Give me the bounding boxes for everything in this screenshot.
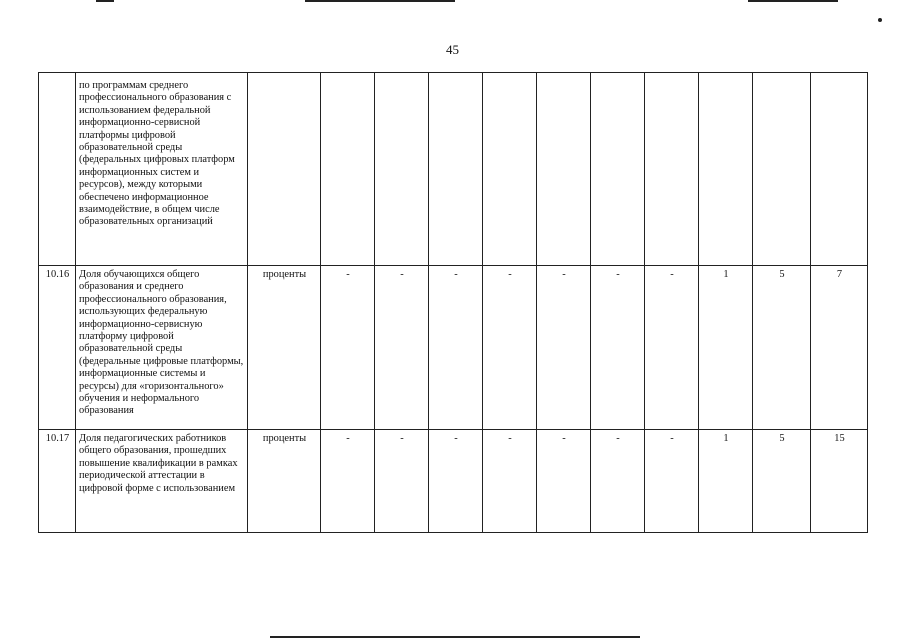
table-row	[39, 430, 868, 533]
value-cell	[645, 73, 699, 266]
value-cell: 15	[811, 430, 868, 533]
scan-artifact	[96, 0, 114, 2]
value-cell: -	[591, 430, 645, 533]
table-row	[39, 73, 868, 266]
value-cell	[753, 73, 811, 266]
value-cell	[321, 73, 375, 266]
page-number: 45	[446, 42, 459, 57]
scan-artifact	[270, 636, 640, 638]
value-cell: 5	[753, 266, 811, 430]
value-cell: 5	[753, 430, 811, 533]
row-number: 10.17	[39, 430, 76, 533]
value-cell: 1	[699, 430, 753, 533]
value-cell	[811, 73, 868, 266]
scan-artifact	[305, 0, 455, 2]
value-cell: -	[537, 430, 591, 533]
row-number: 10.16	[39, 266, 76, 430]
value-cell: -	[483, 430, 537, 533]
value-cell	[429, 73, 483, 266]
value-cell	[483, 73, 537, 266]
unit-cell	[248, 73, 321, 266]
indicators-table	[38, 72, 868, 533]
value-cell: -	[591, 266, 645, 430]
table-row	[39, 266, 868, 430]
scan-artifact	[748, 0, 838, 2]
value-cell	[699, 73, 753, 266]
unit-cell: проценты	[248, 430, 321, 533]
value-cell: -	[375, 430, 429, 533]
value-cell: -	[321, 266, 375, 430]
value-cell	[375, 73, 429, 266]
value-cell: 7	[811, 266, 868, 430]
indicator-name: по программам среднего профессионального образования с использованием федеральной информационно-сервисной платформы цифровой образовательной среды (федеральных цифровых платформ информационных систем и ресурсов), между которыми обеспечено информационное взаимодействие, в общем числе образовательных организаций	[76, 73, 248, 266]
indicator-name: Доля обучающихся общего образования и среднего профессионального образования, использующих федеральную информационно-сервисную платформу цифровой образовательной среды (федеральные цифровые платформы, информационные системы и ресурсы) для «горизонтального» обучения и неформального образования	[76, 266, 248, 430]
value-cell: -	[537, 266, 591, 430]
row-number	[39, 73, 76, 266]
value-cell: 1	[699, 266, 753, 430]
value-cell	[591, 73, 645, 266]
value-cell: -	[429, 266, 483, 430]
value-cell: -	[645, 266, 699, 430]
value-cell: -	[429, 430, 483, 533]
unit-cell: проценты	[248, 266, 321, 430]
value-cell: -	[375, 266, 429, 430]
scan-artifact	[878, 18, 882, 22]
indicator-name: Доля педагогических работников общего образования, прошедших повышение квалификации в рамках периодической аттестации в цифровой форме с использованием	[76, 430, 248, 533]
value-cell: -	[321, 430, 375, 533]
value-cell: -	[483, 266, 537, 430]
value-cell: -	[645, 430, 699, 533]
value-cell	[537, 73, 591, 266]
